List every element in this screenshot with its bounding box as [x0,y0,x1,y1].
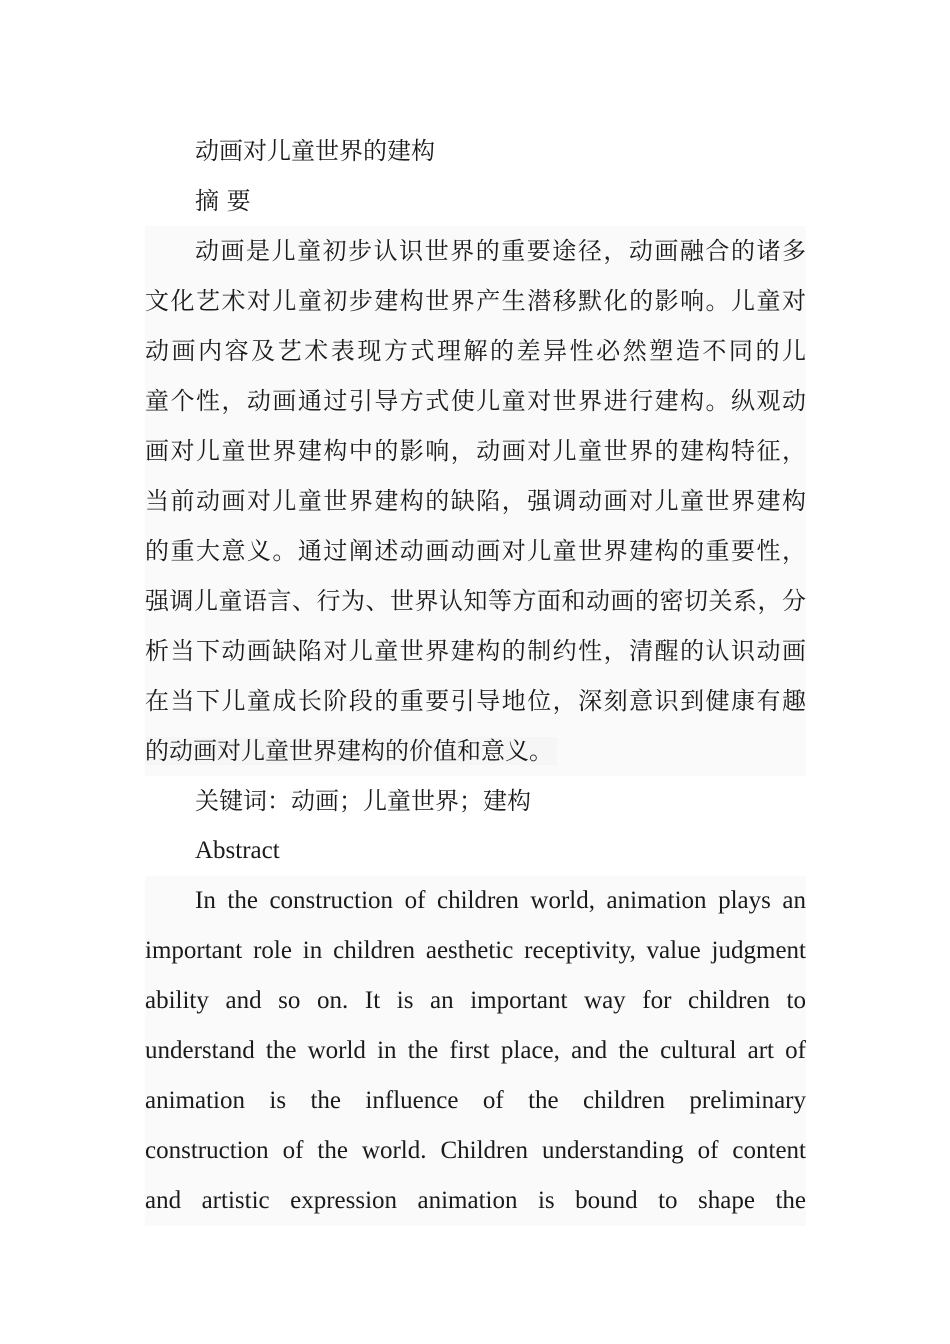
abstract-paragraph-en [145,876,806,1226]
text-line: 动画内容及艺术表现方式理解的差异性必然塑造不同的儿 [145,326,806,376]
text-line: 的重大意义。通过阐述动画动画对儿童世界建构的重要性， [145,526,806,576]
document-title: 动画对儿童世界的建构 [195,137,435,165]
text-line: understand the world in the first place, and the cultural art of [145,1026,806,1076]
text-line: ability and so on. It is an important way for children to [145,976,806,1026]
document-body [145,126,806,1226]
text-line: 动画是儿童初步认识世界的重要途径，动画融合的诸多 [145,226,806,276]
text-line-last-content: 的动画对儿童世界建构的价值和意义。 [145,737,557,765]
text-line: 析当下动画缺陷对儿童世界建构的制约性，清醒的认识动画 [145,626,806,676]
text-line: 童个性，动画通过引导方式使儿童对世界进行建构。纵观动 [145,376,806,426]
text-line: 画对儿童世界建构中的影响，动画对儿童世界的建构特征， [145,426,806,476]
text-line: 文化艺术对儿童初步建构世界产生潜移默化的影响。儿童对 [145,276,806,326]
abstract-heading-en: Abstract [195,837,280,864]
text-line-last [145,726,806,776]
text-line: and artistic expression animation is bound to shape the [145,1176,806,1226]
text-line: animation is the influence of the children preliminary [145,1076,806,1126]
abstract-heading-zh: 摘 要 [195,187,251,215]
text-line: In the construction of children world, animation plays an [145,876,806,926]
text-line: 在当下儿童成长阶段的重要引导地位，深刻意识到健康有趣 [145,676,806,726]
text-line: construction of the world. Children understanding of content [145,1126,806,1176]
keywords-zh: 关键词：动画；儿童世界；建构 [195,787,531,815]
text-line: 强调儿童语言、行为、世界认知等方面和动画的密切关系，分 [145,576,806,626]
text-line: 当前动画对儿童世界建构的缺陷，强调动画对儿童世界建构 [145,476,806,526]
abstract-paragraph-zh [145,226,806,776]
text-line: important role in children aesthetic receptivity, value judgment [145,926,806,976]
